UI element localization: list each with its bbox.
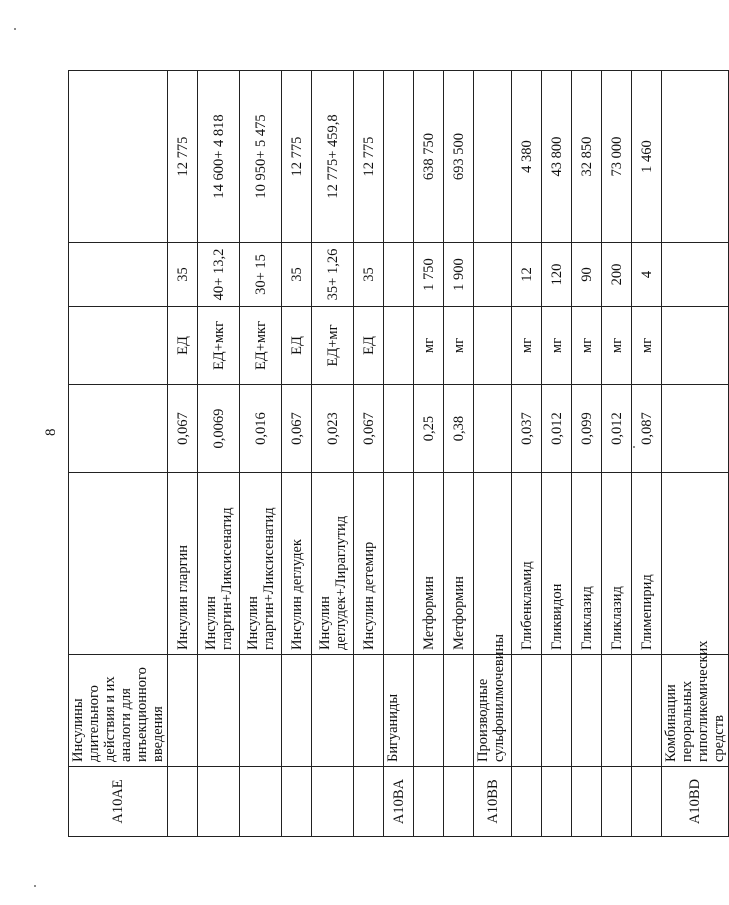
total-cell: 12 775 bbox=[354, 71, 384, 243]
atc-code-cell bbox=[602, 767, 632, 837]
unit-cell: мг bbox=[572, 307, 602, 385]
drug-name-cell: Гликлазид bbox=[602, 473, 632, 655]
drug-name-cell: Инсулин деглудек bbox=[282, 473, 312, 655]
total-cell: 4 380 bbox=[512, 71, 542, 243]
ddd-cell: 0,012 bbox=[542, 385, 572, 473]
atc-code-cell bbox=[282, 767, 312, 837]
group-cell bbox=[444, 655, 474, 767]
dose-cell: 30+ 15 bbox=[240, 243, 282, 307]
table-row bbox=[282, 71, 312, 837]
dose-cell: 35 bbox=[282, 243, 312, 307]
ddd-cell: 0,016 bbox=[240, 385, 282, 473]
unit-cell: ЕД bbox=[282, 307, 312, 385]
total-cell: 12 775 bbox=[282, 71, 312, 243]
ddd-cell: 0,037 bbox=[512, 385, 542, 473]
table-row bbox=[198, 71, 240, 837]
atc-code-cell bbox=[444, 767, 474, 837]
total-cell: 73 000 bbox=[602, 71, 632, 243]
unit-cell bbox=[474, 307, 512, 385]
atc-code-cell bbox=[354, 767, 384, 837]
group-cell: Инсулины длительного действия и их аналоги для инъекционного введения bbox=[69, 655, 168, 767]
table-row bbox=[572, 71, 602, 837]
dose-cell: 35 bbox=[168, 243, 198, 307]
drug-name-cell: Инсулин гларгин bbox=[168, 473, 198, 655]
drug-name-cell: Гликвидон bbox=[542, 473, 572, 655]
ddd-cell: 0,38 bbox=[444, 385, 474, 473]
dose-cell: 35 bbox=[354, 243, 384, 307]
atc-code-cell bbox=[168, 767, 198, 837]
group-cell bbox=[312, 655, 354, 767]
unit-cell bbox=[662, 307, 729, 385]
unit-cell bbox=[69, 307, 168, 385]
total-cell: 32 850 bbox=[572, 71, 602, 243]
drug-name-cell: Инсулин деглудек+Лираглутид bbox=[312, 473, 354, 655]
table-row bbox=[662, 71, 729, 837]
table-row bbox=[632, 71, 662, 837]
dose-cell bbox=[69, 243, 168, 307]
ddd-cell bbox=[69, 385, 168, 473]
group-cell bbox=[512, 655, 542, 767]
page-number: 8 bbox=[43, 428, 59, 436]
table-row bbox=[542, 71, 572, 837]
atc-code-cell bbox=[198, 767, 240, 837]
table-row bbox=[168, 71, 198, 837]
ddd-cell: 0,067 bbox=[282, 385, 312, 473]
dose-cell: 4 bbox=[632, 243, 662, 307]
table-row bbox=[354, 71, 384, 837]
group-cell bbox=[572, 655, 602, 767]
table-row bbox=[444, 71, 474, 837]
total-cell: 12 775+ 459,8 bbox=[312, 71, 354, 243]
unit-cell: ЕД bbox=[354, 307, 384, 385]
ddd-cell: 0,067 bbox=[354, 385, 384, 473]
atc-code-cell: A10AE bbox=[69, 767, 168, 837]
unit-cell: мг bbox=[512, 307, 542, 385]
group-cell bbox=[414, 655, 444, 767]
atc-code-cell bbox=[414, 767, 444, 837]
atc-code-cell bbox=[512, 767, 542, 837]
unit-cell: мг bbox=[632, 307, 662, 385]
dose-cell: 200 bbox=[602, 243, 632, 307]
unit-cell bbox=[384, 307, 414, 385]
ddd-cell: 0,067 bbox=[168, 385, 198, 473]
total-cell: 693 500 bbox=[444, 71, 474, 243]
drug-name-cell: Метформин bbox=[414, 473, 444, 655]
ddd-cell: 0,0069 bbox=[198, 385, 240, 473]
table-row bbox=[69, 71, 168, 837]
atc-code-cell bbox=[572, 767, 602, 837]
drug-name-cell: Инсулин гларгин+Ликсисенатид bbox=[240, 473, 282, 655]
table-row bbox=[240, 71, 282, 837]
atc-code-cell bbox=[632, 767, 662, 837]
drug-name-cell: Глимепирид bbox=[632, 473, 662, 655]
dose-cell: 1 750 bbox=[414, 243, 444, 307]
unit-cell: ЕД+мкг bbox=[198, 307, 240, 385]
drug-name-cell: Гликлазид bbox=[572, 473, 602, 655]
table-row bbox=[384, 71, 414, 837]
drug-name-cell: Глибенкламид bbox=[512, 473, 542, 655]
group-cell: Производные сульфонилмочевины bbox=[474, 655, 512, 767]
total-cell bbox=[474, 71, 512, 243]
unit-cell: ЕД+мг bbox=[312, 307, 354, 385]
ddd-cell bbox=[474, 385, 512, 473]
dose-cell: 40+ 13,2 bbox=[198, 243, 240, 307]
scan-speck bbox=[34, 885, 36, 887]
atc-code-cell: A10BA bbox=[384, 767, 414, 837]
ddd-cell bbox=[384, 385, 414, 473]
total-cell: 1 460 bbox=[632, 71, 662, 243]
drug-name-cell: Метформин bbox=[444, 473, 474, 655]
dose-cell: 35+ 1,26 bbox=[312, 243, 354, 307]
atc-code-cell bbox=[240, 767, 282, 837]
drug-name-cell: Инсулин гларгин+Ликсисенатид bbox=[198, 473, 240, 655]
total-cell: 43 800 bbox=[542, 71, 572, 243]
unit-cell: ЕД+мкг bbox=[240, 307, 282, 385]
group-cell bbox=[168, 655, 198, 767]
scan-speck bbox=[14, 28, 16, 30]
table-row bbox=[602, 71, 632, 837]
drug-name-cell: Инсулин детемир bbox=[354, 473, 384, 655]
dose-cell bbox=[384, 243, 414, 307]
group-cell bbox=[632, 655, 662, 767]
drug-name-cell bbox=[384, 473, 414, 655]
dose-cell: 120 bbox=[542, 243, 572, 307]
total-cell: 12 775 bbox=[168, 71, 198, 243]
table-row bbox=[414, 71, 444, 837]
atc-code-cell: A10BB bbox=[474, 767, 512, 837]
unit-cell: мг bbox=[542, 307, 572, 385]
ddd-cell: 0,099 bbox=[572, 385, 602, 473]
table-row bbox=[474, 71, 512, 837]
group-cell bbox=[240, 655, 282, 767]
group-cell bbox=[602, 655, 632, 767]
group-cell bbox=[198, 655, 240, 767]
group-cell: Комбинации пероральных гипогликемических средств bbox=[662, 655, 729, 767]
unit-cell: мг bbox=[602, 307, 632, 385]
atc-code-cell bbox=[542, 767, 572, 837]
total-cell: 10 950+ 5 475 bbox=[240, 71, 282, 243]
drug-name-cell bbox=[69, 473, 168, 655]
total-cell: 638 750 bbox=[414, 71, 444, 243]
ddd-cell: 0,023 bbox=[312, 385, 354, 473]
total-cell bbox=[69, 71, 168, 243]
rotated-table-container bbox=[68, 71, 727, 837]
total-cell bbox=[384, 71, 414, 243]
ddd-cell: 0,25 bbox=[414, 385, 444, 473]
unit-cell: ЕД bbox=[168, 307, 198, 385]
total-cell: 14 600+ 4 818 bbox=[198, 71, 240, 243]
dose-cell: 90 bbox=[572, 243, 602, 307]
unit-cell: мг bbox=[414, 307, 444, 385]
dose-cell: 12 bbox=[512, 243, 542, 307]
dose-cell bbox=[662, 243, 729, 307]
scan-speck bbox=[633, 446, 635, 448]
dose-cell bbox=[474, 243, 512, 307]
unit-cell: мг bbox=[444, 307, 474, 385]
ddd-cell: 0,087 bbox=[632, 385, 662, 473]
group-cell bbox=[354, 655, 384, 767]
group-cell: Бигуаниды bbox=[384, 655, 414, 767]
group-cell bbox=[542, 655, 572, 767]
table-row bbox=[312, 71, 354, 837]
total-cell bbox=[662, 71, 729, 243]
ddd-cell: 0,012 bbox=[602, 385, 632, 473]
atc-code-cell bbox=[312, 767, 354, 837]
ddd-cell bbox=[662, 385, 729, 473]
drug-name-cell bbox=[474, 473, 512, 655]
group-cell bbox=[282, 655, 312, 767]
dose-cell: 1 900 bbox=[444, 243, 474, 307]
table-row bbox=[512, 71, 542, 837]
drug-name-cell bbox=[662, 473, 729, 655]
atc-code-cell: A10BD bbox=[662, 767, 729, 837]
drug-dosage-table bbox=[68, 70, 729, 837]
